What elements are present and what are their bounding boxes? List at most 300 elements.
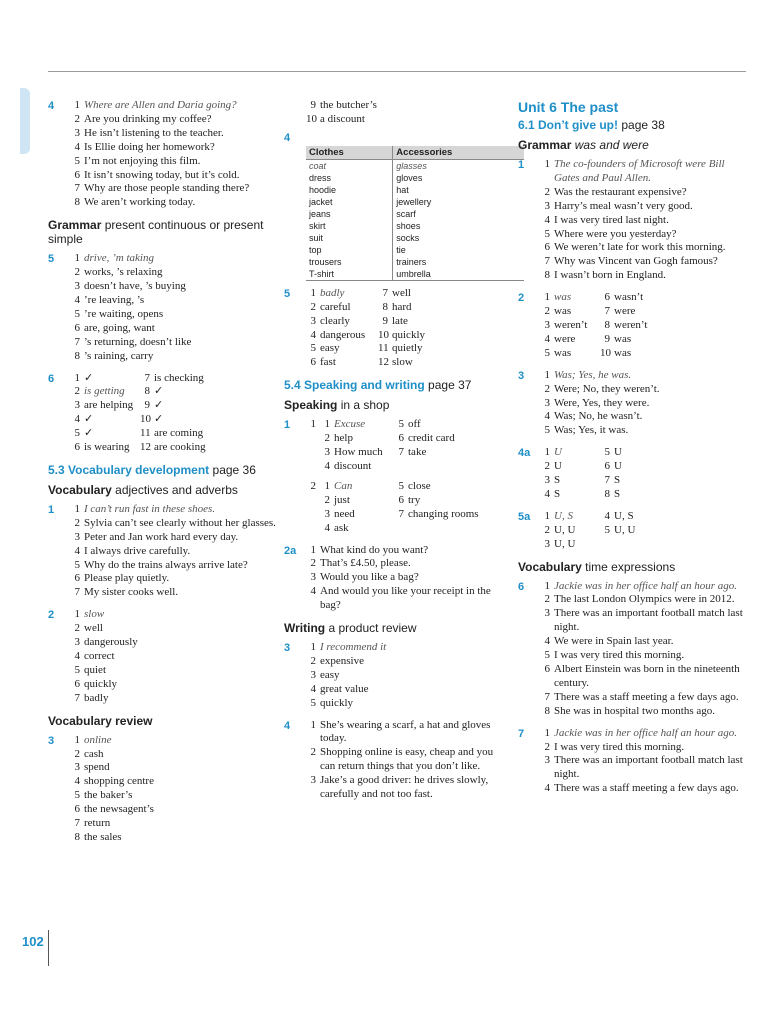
item-text: I was very tired this morning. [554, 740, 685, 753]
answer-item [540, 410, 750, 424]
item-text: the baker’s [84, 789, 133, 802]
answer-cell [306, 301, 378, 315]
exercise-number: 5 [48, 253, 55, 266]
item-number: 5 [398, 479, 404, 492]
exercise [518, 510, 750, 552]
exercise [284, 287, 506, 370]
item-text: It isn’t snowing today, but it’s cold. [84, 168, 240, 181]
vocabulary-heading: Vocabulary time expressions [518, 559, 676, 574]
item-number: 6 [74, 572, 80, 585]
item-number: 10 [306, 112, 317, 125]
answer-cell [540, 305, 600, 319]
answer-item [70, 608, 280, 622]
item-number: 3 [310, 571, 316, 584]
exercise-number: 3 [518, 369, 525, 382]
item-text: were [614, 305, 636, 318]
answer-cell [540, 510, 600, 524]
answer-cell [378, 301, 412, 315]
answer-cell [378, 287, 411, 301]
item-number: 1 [74, 252, 80, 265]
item-text: shopping centre [84, 775, 154, 788]
exercise-number: 3 [48, 734, 55, 747]
table-cell: shoes [393, 220, 524, 232]
item-number: 4 [604, 509, 610, 522]
item-text: How much [334, 446, 383, 459]
answer-cell [70, 372, 140, 386]
table-row [306, 256, 524, 268]
answer-cell [306, 342, 378, 356]
exercise [48, 99, 280, 210]
exercise-continued [284, 99, 506, 127]
item-text: I wasn’t born in England. [554, 269, 666, 282]
item-text: Were, Yes, they were. [554, 396, 650, 409]
item-text: S [614, 474, 621, 487]
exercise-number: 1 [48, 503, 55, 516]
item-text: clearly [320, 314, 350, 327]
answer-item [70, 761, 280, 775]
answer-item [70, 141, 280, 155]
item-number: 3 [544, 199, 550, 212]
answer-item [540, 663, 750, 691]
answer-item [306, 697, 506, 711]
answer-cell [394, 446, 426, 460]
vocabulary-review-heading: Vocabulary review [48, 713, 153, 728]
answer-row [540, 291, 750, 305]
item-text: U, S [614, 509, 634, 522]
item-text: was [554, 305, 572, 318]
table-cell: tie [393, 244, 524, 256]
item-number: 7 [74, 182, 80, 195]
answer-item [540, 397, 750, 411]
table-cell: socks [393, 232, 524, 244]
answer-cell [600, 333, 631, 347]
answer-item [70, 294, 280, 308]
answer-item [540, 383, 750, 397]
answer-cell [600, 538, 614, 552]
answer-row [540, 538, 750, 552]
section-heading: 5.3 Vocabulary development page 36 [48, 462, 256, 477]
answer-item [540, 186, 750, 200]
answer-cell [70, 427, 140, 441]
item-text: the sales [84, 830, 122, 843]
item-text: Would you like a bag? [320, 571, 419, 584]
table-cell: skirt [309, 220, 326, 231]
item-text: She was in hospital two months ago. [554, 704, 716, 717]
item-number: 7 [604, 474, 610, 487]
item-text: badly [320, 286, 345, 299]
table-cell: jewellery [393, 196, 524, 208]
answer-item [540, 649, 750, 663]
item-number: 4 [74, 775, 80, 788]
item-text: ask [334, 521, 349, 534]
answer-row [540, 446, 750, 460]
item-number: 1 [74, 502, 80, 515]
answer-row [540, 510, 750, 524]
answer-cell [540, 524, 600, 538]
answer-item [70, 266, 280, 280]
answer-item [70, 182, 280, 196]
answer-item [540, 228, 750, 242]
item-number: 1 [324, 418, 330, 431]
answer-item [70, 803, 280, 817]
item-text: hard [392, 300, 412, 313]
item-number: 6 [544, 241, 550, 254]
item-number: 2 [310, 300, 316, 313]
item-text: close [408, 479, 431, 492]
item-number: 3 [544, 318, 550, 331]
item-text: I always drive carefully. [84, 544, 191, 557]
item-number: 3 [544, 754, 550, 767]
answer-cell [306, 287, 378, 301]
answer-cell [320, 522, 394, 536]
item-number: 9 [144, 399, 150, 412]
table-cell: hoodie [309, 184, 337, 195]
exercise [284, 131, 506, 281]
item-number: 6 [604, 460, 610, 473]
answer-item [70, 831, 280, 845]
answer-item [306, 585, 506, 613]
item-text: quickly [84, 677, 117, 690]
answer-item [540, 593, 750, 607]
item-number: 5 [398, 418, 404, 431]
answer-row [540, 319, 750, 333]
exercise-number: 2a [284, 544, 297, 557]
answer-cell [540, 460, 600, 474]
item-number: 3 [74, 399, 80, 412]
answer-row [320, 460, 506, 474]
item-number: 1 [544, 291, 550, 304]
item-text: I recommend it [320, 641, 387, 654]
item-number: 8 [604, 487, 610, 500]
table-row [306, 184, 524, 196]
item-text: is getting [84, 385, 125, 398]
item-number: 7 [382, 286, 388, 299]
table-row [306, 172, 524, 184]
item-number: 3 [310, 668, 316, 681]
answer-item [70, 99, 280, 113]
item-text: Were; No, they weren’t. [554, 382, 660, 395]
answer-item [70, 127, 280, 141]
item-text: What kind do you want? [320, 543, 429, 556]
exercise [48, 734, 280, 845]
answer-row [306, 315, 506, 329]
item-text: ✓ [84, 427, 94, 440]
item-text: We weren’t late for work this morning. [554, 241, 726, 254]
item-text: ’s returning, doesn’t like [84, 335, 192, 348]
answer-row [306, 329, 506, 343]
answer-row [306, 356, 506, 370]
item-text: U [554, 446, 562, 459]
item-number: 7 [144, 371, 150, 384]
item-number: 5 [544, 227, 550, 240]
exercise: 1 1 1 Excuse 5 off 2 help 6 credit card 3 How much 7 take 4 discount 2 1 Can 5 close 2 just 6 try 3 need 7 changing rooms 4 ask [284, 418, 506, 535]
answer-cell [140, 399, 163, 413]
exercise [48, 503, 280, 600]
item-number: 4 [310, 585, 316, 598]
item-text: are cooking [154, 441, 206, 454]
item-number: 8 [74, 830, 80, 843]
item-number: 1 [544, 368, 550, 381]
item-text: U [614, 460, 622, 473]
answer-item [540, 580, 750, 594]
item-text: Jackie was in her office half an hour ago. [554, 579, 737, 592]
answer-item [70, 678, 280, 692]
exercise-number: 6 [518, 580, 525, 593]
item-text: spend [84, 761, 110, 774]
answer-cell [600, 305, 635, 319]
item-number: 3 [544, 537, 550, 550]
item-text: Why was Vincent van Gogh famous? [554, 255, 718, 268]
exercise [48, 372, 280, 455]
item-number: 7 [544, 690, 550, 703]
item-text: Albert Einstein was born in the nineteenth century. [554, 663, 740, 689]
item-text: I can’t run fast in these shoes. [84, 502, 216, 515]
item-text: U [614, 446, 622, 459]
exercise [518, 158, 750, 283]
exercise-number: 4 [48, 100, 55, 112]
answer-item [306, 113, 506, 127]
clothes-accessories-table [306, 146, 524, 281]
answer-cell [140, 385, 163, 399]
answer-row [70, 372, 280, 386]
answer-row [70, 441, 280, 455]
item-text: U, U [554, 523, 576, 536]
item-text: The co-founders of Microsoft were Bill Gates and Paul Allen. [554, 158, 725, 184]
item-text: quiet [84, 663, 106, 676]
item-text: weren’t [554, 318, 588, 331]
item-text: correct [84, 650, 115, 662]
item-number [394, 522, 404, 536]
item-text: quickly [392, 328, 425, 341]
item-number: 3 [544, 607, 550, 620]
item-number: 4 [310, 328, 316, 341]
item-number: 5 [544, 649, 550, 662]
item-text: Harry’s meal wasn’t very good. [554, 199, 693, 212]
item-text: fast [320, 356, 336, 369]
answer-item [540, 269, 750, 283]
item-text: S [554, 474, 561, 487]
answer-item [70, 817, 280, 831]
answer-row [320, 446, 506, 460]
item-text: The last London Olympics were in 2012. [554, 593, 735, 606]
item-text: well [84, 622, 103, 635]
item-text: was [554, 291, 572, 304]
answer-row [540, 333, 750, 347]
item-text: I’m not enjoying this film. [84, 154, 201, 167]
answer-item [70, 586, 280, 600]
item-number: 5 [604, 523, 610, 536]
item-number: 2 [74, 516, 80, 529]
item-text: There was a staff meeting a few days ago. [554, 782, 739, 795]
item-text: I was very tired this morning. [554, 649, 685, 662]
item-text: dangerously [84, 636, 138, 649]
answer-row [320, 508, 506, 522]
answer-cell [540, 538, 600, 552]
item-text: ✓ [154, 413, 164, 426]
answer-item [70, 789, 280, 803]
item-number: 7 [74, 586, 80, 599]
item-text: credit card [408, 432, 455, 445]
answer-item [306, 719, 506, 747]
item-text: easy [320, 342, 340, 355]
answer-item [70, 113, 280, 127]
exercise-number: 4a [518, 447, 531, 460]
answer-item [70, 622, 280, 636]
vocabulary-heading: Vocabulary adjectives and adverbs [48, 482, 238, 497]
answer-item [70, 350, 280, 364]
page-number-bar [48, 930, 49, 966]
item-number: 5 [74, 789, 80, 802]
exercise-number: 7 [518, 727, 525, 740]
item-text: are helping [84, 399, 134, 412]
item-text: late [392, 314, 408, 327]
exercise [518, 446, 750, 502]
item-text: doesn’t have, ’s buying [84, 280, 186, 293]
item-number: 7 [398, 507, 404, 520]
item-text: Jackie was in her office half an hour ago. [554, 726, 737, 739]
answer-cell [140, 441, 206, 455]
item-text: Was the restaurant expensive? [554, 185, 687, 198]
item-text: slow [392, 356, 413, 369]
item-text: Where were you yesterday? [554, 227, 677, 240]
answer-cell [320, 432, 394, 446]
item-text: Is Ellie doing her homework? [84, 140, 215, 153]
item-text: We were in Spain last year. [554, 635, 674, 648]
table-cell: umbrella [393, 268, 524, 281]
exercise [284, 544, 506, 614]
table-cell: scarf [393, 208, 524, 220]
answer-row [306, 342, 506, 356]
item-text: And would you like your receipt in the bag? [320, 585, 491, 612]
table-cell: T-shirt [306, 268, 393, 281]
answer-cell [600, 319, 647, 333]
item-text: cash [84, 747, 104, 760]
item-text: U, U [614, 523, 636, 536]
answer-item [306, 99, 506, 113]
item-text: ✓ [84, 371, 94, 384]
item-number: 6 [544, 663, 550, 675]
item-text: S [554, 487, 561, 500]
answer-row [70, 427, 280, 441]
answer-item [540, 241, 750, 255]
item-text: Sylvia can’t see clearly without her glasses. [84, 516, 276, 529]
item-number: 5 [74, 427, 80, 440]
item-text: discount [334, 459, 372, 472]
answer-item [306, 544, 506, 558]
exercise-number: 5 [284, 287, 291, 300]
column-3 [518, 99, 750, 804]
item-text: wasn’t [614, 291, 644, 304]
item-text: U, S [554, 509, 573, 522]
item-text: There was a staff meeting a few days ago. [554, 690, 739, 703]
answer-cell [140, 427, 203, 441]
answer-cell [70, 413, 140, 427]
item-text: off [408, 418, 421, 431]
answer-cell [394, 432, 455, 446]
answer-cell [540, 446, 600, 460]
answer-row [540, 460, 750, 474]
table-cell: trainers [393, 256, 524, 268]
answer-row [540, 347, 750, 361]
item-number: 1 [74, 608, 80, 621]
item-number: 10 [378, 328, 389, 341]
answer-item [70, 650, 280, 664]
item-text: is wearing [84, 441, 130, 454]
answer-row [540, 305, 750, 319]
item-number: 6 [604, 291, 610, 304]
exercise-number: 1 [284, 419, 291, 432]
answer-row [320, 522, 506, 536]
item-text: There was an important football match last night. [554, 607, 743, 634]
item-text: Excuse [334, 418, 366, 431]
answer-row [540, 524, 750, 538]
item-number: 1 [74, 371, 80, 384]
exercise-number: 6 [48, 372, 55, 385]
answer-cell [320, 446, 394, 460]
item-number: 1 [310, 286, 316, 299]
exercise-number: 5a [518, 510, 531, 523]
item-number: 8 [74, 349, 80, 362]
item-text: We aren’t working today. [84, 196, 196, 209]
answer-cell [540, 474, 600, 488]
item-number: 1 [544, 446, 550, 459]
item-number: 8 [544, 704, 550, 717]
item-text: That’s £4.50, please. [320, 557, 411, 570]
answer-row [540, 488, 750, 502]
answer-cell [600, 446, 622, 460]
item-number: 6 [74, 321, 80, 334]
exercise [48, 252, 280, 363]
item-text: careful [320, 300, 351, 313]
item-number: 1 [310, 543, 316, 556]
item-text: Peter and Jan work hard every day. [84, 530, 239, 543]
exercise [518, 580, 750, 719]
answer-item [540, 158, 750, 186]
item-number: 7 [544, 255, 550, 268]
answer-cell [306, 356, 378, 370]
answer-cell [320, 480, 394, 494]
item-text: U [554, 460, 562, 473]
speaking-heading: Speaking in a shop [284, 398, 390, 413]
answer-item [70, 252, 280, 266]
answer-row [70, 385, 280, 399]
item-number: 6 [398, 432, 404, 445]
item-number: 11 [140, 427, 151, 440]
answer-cell [320, 494, 394, 508]
item-text: weren’t [614, 318, 648, 331]
table-cell: jeans [309, 208, 331, 219]
answer-item [70, 748, 280, 762]
item-number: 6 [398, 493, 404, 506]
table-row [306, 196, 524, 208]
item-number [600, 538, 610, 552]
item-text: Please play quietly. [84, 572, 170, 585]
item-number: 4 [544, 635, 550, 648]
answer-item [70, 169, 280, 183]
table-header: Accessories [393, 146, 524, 160]
item-number: 10 [140, 413, 151, 426]
item-number: 1 [544, 509, 550, 522]
answer-row [320, 480, 506, 494]
item-text: He isn’t listening to the teacher. [84, 126, 224, 139]
item-number: 2 [74, 747, 80, 760]
item-number: 6 [74, 441, 80, 454]
exercise-number: 1 [518, 159, 525, 171]
answer-row [70, 413, 280, 427]
item-number: 2 [324, 493, 330, 506]
item-text: online [84, 733, 112, 746]
item-number: 8 [382, 300, 388, 313]
